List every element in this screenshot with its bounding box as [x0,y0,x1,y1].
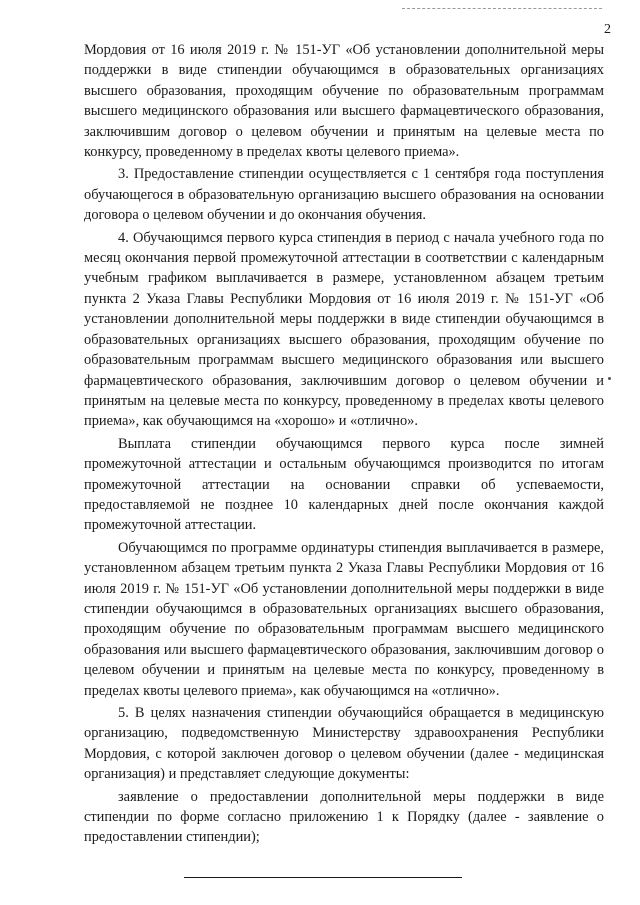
page-number: 2 [604,22,611,37]
paragraph-3: 3. Предоставление стипендии осуществляется с 1 сентября года поступления обучающегося в образовательную организацию высшего образования на основании договора о целевом обучении и до окончания обучения. [84,166,604,224]
document-body [84,40,604,848]
paragraph-5: 5. В целях назначения стипендии обучающийся обращается в медицинскую организацию, подведомственную Министерству здравоохранения Республики Мордовия, с которой заключен договор о целевом обучении (далее - медицинская организация) и представляет следующие документы: [84,705,604,783]
paragraph-4: 4. Обучающимся первого курса стипендия в период с начала учебного года по месяц окончания первой промежуточной аттестации в соответствии с календарным учебным графиком выплачивается в размере, установленном абзацем третьим пункта 2 Указа Главы Республики Мордовия от 16 июля 2019 г. № 151-УГ «Об установлении дополнительной меры поддержки в виде стипендии обучающимся в образовательных организациях высшего образования, проходящим обучение по образовательным программам высшего медицинского образования или высшего фармацевтического образования, заключившим договор о целевом обучении и принятым на целевые места по конкурсу, проведенному в пределах квоты целевого приема», как обучающимся на «хорошо» и «отлично». [84,229,604,430]
paragraph-decree-continuation: Мордовия от 16 июля 2019 г. № 151-УГ «Об установлении дополнительной меры поддержки в виде стипендии обучающимся в образовательных организациях высшего образования, проходящим обучение по образовательным программам высшего медицинского образования или высшего фармацевтического образования, заключившим договор о целевом обучении и принятым на целевые места по конкурсу, проведенному в пределах квоты целевого приема». [84,42,604,161]
paragraph-payment: Выплата стипендии обучающимся первого курса после зимней промежуточной аттестации и остальным обучающимся производится по итогам промежуточной аттестации на основании справки об успеваемости, предоставляемой не позднее 10 календарных дней после окончания каждой промежуточной аттестации. [84,435,604,534]
bottom-divider [184,877,462,878]
top-divider [402,8,602,9]
paragraph-application: заявление о предоставлении дополнительной меры поддержки в виде стипендии по форме согласно приложению 1 к Порядку (далее - заявление о предоставлении стипендии); [84,788,604,846]
paragraph-residency: Обучающимся по программе ординатуры стипендия выплачивается в размере, установленном абзацем третьим пункта 2 Указа Главы Республики Мордовия от 16 июля 2019 г. № 151-УГ «Об установлении дополнительной меры поддержки в виде стипендии обучающимся в образовательных организациях высшего образования, проходящим обучение по образовательным программам высшего медицинского образования или высшего фармацевтического образования, заключившим договор о целевом обучении и принятым на целевые места по конкурсу, проведенному в пределах квоты целевого приема», как обучающимся на «отлично». [84,539,604,699]
scan-mark [608,377,611,380]
